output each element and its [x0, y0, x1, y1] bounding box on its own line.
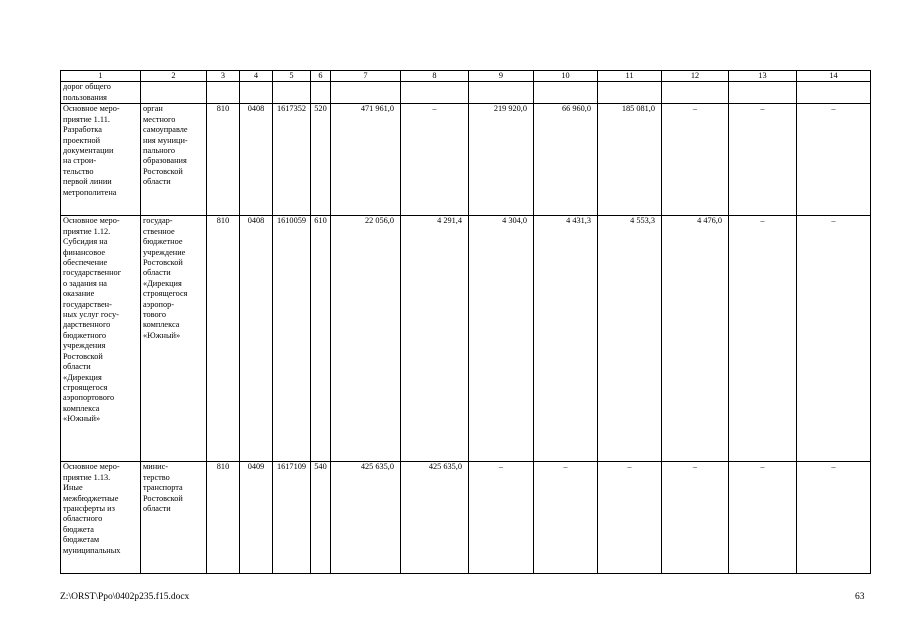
- value-cell: 4 476,0: [662, 216, 729, 462]
- value-cell: 4 431,3: [534, 216, 598, 462]
- value-cell: –: [729, 216, 797, 462]
- value-cell: –: [662, 462, 729, 574]
- code-cell: [207, 82, 240, 104]
- budget-table: [60, 70, 871, 574]
- code-cell: [311, 82, 331, 104]
- table-row: [61, 462, 871, 574]
- value-cell: –: [469, 462, 534, 574]
- value-cell: 185 081,0: [598, 104, 662, 216]
- value-cell: –: [797, 104, 871, 216]
- table-row: [61, 82, 871, 104]
- value-cell: –: [797, 216, 871, 462]
- activity-name-cell: Основное меро- приятие 1.12. Субсидия на финансовое обеспечение государственног о задания на оказание государствен- ных услуг госу- дарственного бюджетного учреждения Ростовской области «Дирекция строящегося аэропортового комплекса «Южный»: [61, 216, 141, 462]
- value-cell: 66 960,0: [534, 104, 598, 216]
- value-cell: 4 291,4: [401, 216, 469, 462]
- code-cell: 0409: [240, 462, 273, 574]
- value-cell: –: [662, 104, 729, 216]
- page-number: 63: [855, 592, 865, 602]
- executor-cell: орган местного самоуправле ния муници- пального образования Ростовской области: [141, 104, 207, 216]
- value-cell: –: [797, 462, 871, 574]
- header-cell: 1: [61, 71, 141, 82]
- header-cell: 14: [797, 71, 871, 82]
- value-cell: –: [401, 104, 469, 216]
- code-cell: 810: [207, 462, 240, 574]
- table-row: [61, 216, 871, 462]
- column-number-header-row: [61, 71, 871, 82]
- header-cell: 12: [662, 71, 729, 82]
- header-cell: 9: [469, 71, 534, 82]
- value-cell: 425 635,0: [331, 462, 401, 574]
- executor-cell: государ- ственное бюджетное учреждение Ростовской области «Дирекция строящегося аэропор- тового комплекса «Южный»: [141, 216, 207, 462]
- value-cell: 425 635,0: [401, 462, 469, 574]
- header-cell: 10: [534, 71, 598, 82]
- header-cell: 11: [598, 71, 662, 82]
- executor-cell: минис- терство транспорта Ростовской области: [141, 462, 207, 574]
- header-cell: 13: [729, 71, 797, 82]
- code-cell: [240, 82, 273, 104]
- value-cell: [662, 82, 729, 104]
- code-cell: 0408: [240, 104, 273, 216]
- value-cell: 4 304,0: [469, 216, 534, 462]
- header-cell: 6: [311, 71, 331, 82]
- code-cell: 1610059: [273, 216, 311, 462]
- value-cell: –: [534, 462, 598, 574]
- header-cell: 8: [401, 71, 469, 82]
- header-cell: 4: [240, 71, 273, 82]
- value-cell: [469, 82, 534, 104]
- executor-cell: [141, 82, 207, 104]
- document-file-path: Z:\ORST\Ppo\0402p235.f15.docx: [60, 592, 190, 602]
- value-cell: [534, 82, 598, 104]
- table-row: [61, 104, 871, 216]
- value-cell: [331, 82, 401, 104]
- code-cell: 1617109: [273, 462, 311, 574]
- value-cell: [598, 82, 662, 104]
- value-cell: 4 553,3: [598, 216, 662, 462]
- activity-name-cell: дорог общего пользования: [61, 82, 141, 104]
- value-cell: [797, 82, 871, 104]
- header-cell: 5: [273, 71, 311, 82]
- value-cell: –: [729, 462, 797, 574]
- code-cell: 520: [311, 104, 331, 216]
- value-cell: 219 920,0: [469, 104, 534, 216]
- value-cell: –: [598, 462, 662, 574]
- code-cell: 810: [207, 104, 240, 216]
- code-cell: 540: [311, 462, 331, 574]
- value-cell: 471 961,0: [331, 104, 401, 216]
- code-cell: 1617352: [273, 104, 311, 216]
- code-cell: [273, 82, 311, 104]
- code-cell: 0408: [240, 216, 273, 462]
- code-cell: 810: [207, 216, 240, 462]
- value-cell: –: [729, 104, 797, 216]
- header-cell: 3: [207, 71, 240, 82]
- value-cell: 22 056,0: [331, 216, 401, 462]
- header-cell: 7: [331, 71, 401, 82]
- value-cell: [401, 82, 469, 104]
- header-cell: 2: [141, 71, 207, 82]
- activity-name-cell: Основное меро- приятие 1.13. Иные межбюджетные трансферты из областного бюджета бюджетам муниципальных: [61, 462, 141, 574]
- code-cell: 610: [311, 216, 331, 462]
- value-cell: [729, 82, 797, 104]
- activity-name-cell: Основное меро- приятие 1.11. Разработка проектной документации на строи- тельство первой линии метрополитена: [61, 104, 141, 216]
